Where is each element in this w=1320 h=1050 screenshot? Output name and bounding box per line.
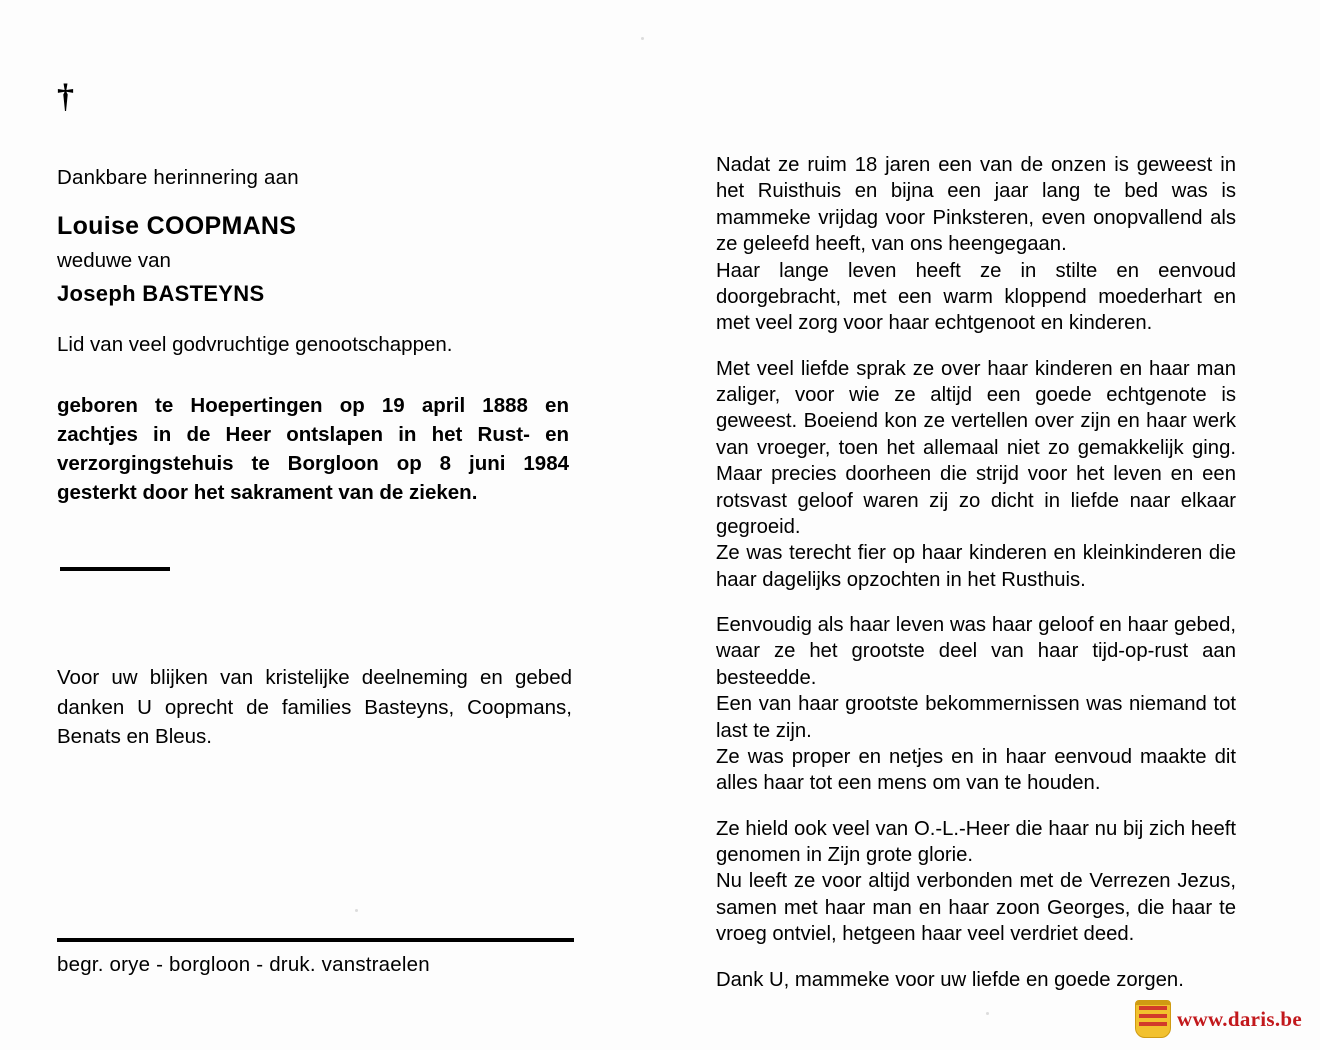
spouse-given-name: Joseph <box>57 281 136 306</box>
memorial-paragraph: Ze hield ook veel van O.-L.-Heer die haar nu bij zich heeft genomen in Zijn grote glorie. Nu leeft ze voor altijd verbonden met de Verrezen Jezus, samen met haar man en haar zoon Georges, die haar te vroeg ontviel, hetgeen haar veel verdriet deed. <box>716 817 1236 946</box>
widow-label: weduwe van <box>57 249 171 272</box>
watermark[interactable] <box>1135 1000 1302 1038</box>
memorial-paragraph: Eenvoudig als haar leven was haar geloof en haar gebed, waar ze het grootste deel van haar tijd-op-rust aan besteedde. Een van haar grootste bekommernissen was niemand tot last te zijn. Ze was proper en netjes en in haar eenvoud maakte dit alles haar tot een mens om van te houden. <box>716 614 1236 795</box>
latin-cross-icon: † <box>57 78 74 115</box>
deceased-name <box>57 212 577 241</box>
printer-line: begr. orye - borgloon - druk. vanstraelen <box>57 953 430 976</box>
short-divider <box>60 567 170 571</box>
paper-speck <box>641 37 644 40</box>
memorial-paragraph: Dank U, mammeke voor uw liefde en goede zorgen. <box>716 968 1184 991</box>
memorial-paragraph: Nadat ze ruim 18 jaren een van de onzen is geweest in het Ruisthuis en bijna een jaar lang te bed was is mammeke vrijdag voor Pinksteren, even onopvallend als ze geleefd heeft, van ons heengegaan. Haar lange leven heeft ze in stilte en eenvoud doorgebracht, met een warm kloppend moederhart en met veel zorg voor haar echtgenoot en kinderen. <box>716 154 1236 335</box>
left-column <box>57 80 577 751</box>
paper-speck <box>986 1012 989 1015</box>
paper-speck <box>355 909 358 912</box>
spouse-name <box>57 281 577 307</box>
memorial-paragraph: Met veel liefde sprak ze over haar kinderen en haar man zaliger, voor wie ze altijd een goede echtgenote is geweest. Boeiend kon ze vertellen over zijn en haar werk van vroeger, toen het allemaal niet zo gemakkelijk ging. Maar precies doorheen die strijd voor het leven en een rotsvast geloof waren zij zo dicht in liefde naar elkaar gegroeid. Ze was terecht fier op haar kinderen en kleinkinderen die haar dagelijks opzochten in het Rusthuis. <box>716 357 1236 591</box>
spouse-surname: BASTEYNS <box>142 281 265 306</box>
deceased-surname: COOPMANS <box>146 212 297 240</box>
membership-line: Lid van veel godvruchtige genootschappen. <box>57 333 453 356</box>
bottom-divider <box>57 938 574 942</box>
right-column <box>716 152 1236 993</box>
thanks-text: Voor uw blijken van kristelijke deelneming en gebed danken U oprecht de families Basteyns, Coopmans, Benats en Bleus. <box>57 666 572 748</box>
watermark-url[interactable]: www.daris.be <box>1177 1006 1302 1031</box>
deceased-given-name: Louise <box>57 212 140 240</box>
lead-line: Dankbare herinnering aan <box>57 166 299 189</box>
coat-of-arms-icon <box>1135 1000 1171 1038</box>
birth-death-text: geboren te Hoepertingen op 19 april 1888 en zachtjes in de Heer ontslapen in het Rust- en verzorgingstehuis te Borgloon op 8 juni 1984 gesterkt door het sakrament van de zieken. <box>57 394 569 505</box>
